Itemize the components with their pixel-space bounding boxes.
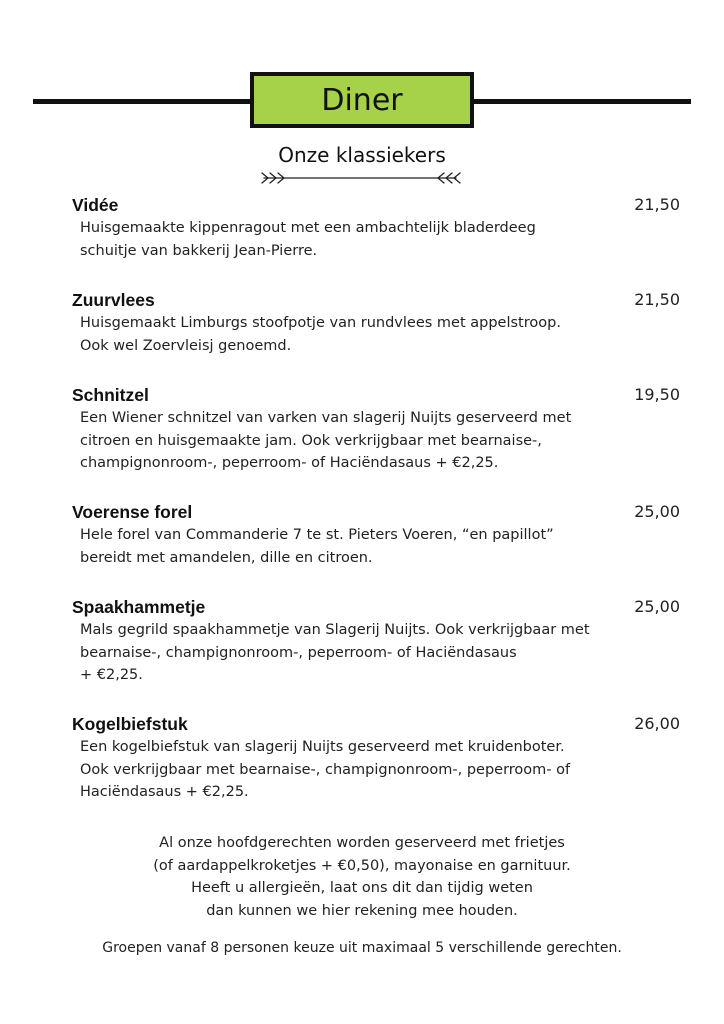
dish-price: 21,50 [634, 290, 680, 309]
dish-name: Voerense forel [72, 502, 193, 522]
dish-description: Een Wiener schnitzel van varken van slagerij Nuijts geserveerd met citroen en huisgemaakte jam. Ook verkrijgbaar met bearnaise-, champignonroom-, peperroom- of Haciëndasaus + €2,25. [80, 410, 572, 471]
menu-item [72, 597, 684, 687]
page-title: Diner [250, 72, 474, 128]
title-rule-left [33, 99, 250, 104]
dish-price: 25,00 [634, 597, 680, 616]
dish-name: Schnitzel [72, 385, 149, 405]
dish-price: 21,50 [634, 195, 680, 214]
dish-name: Spaakhammetje [72, 597, 206, 617]
dish-name: Vidée [72, 195, 119, 215]
menu-item [72, 195, 684, 262]
dish-price: 19,50 [634, 385, 680, 404]
dish-description: Een kogelbiefstuk van slagerij Nuijts geserveerd met kruidenboter. Ook verkrijgbaar met bearnaise-, champignonroom-, peperroom- of Haciëndasaus + €2,25. [80, 739, 571, 800]
section-subtitle: Onze klassiekers [278, 143, 446, 167]
dish-description: Hele forel van Commanderie 7 te st. Pieters Voeren, “en papillot” bereidt met amandelen, dille en citroen. [80, 527, 554, 566]
dish-description: Huisgemaakte kippenragout met een ambachtelijk bladerdeeg schuitje van bakkerij Jean-Pierre. [80, 220, 536, 259]
menu-item [72, 290, 684, 357]
dish-name: Zuurvlees [72, 290, 155, 310]
menu-item [72, 385, 684, 475]
title-rule-right [474, 99, 691, 104]
dish-price: 25,00 [634, 502, 680, 521]
arrow-divider-icon [260, 169, 462, 187]
menu-item [72, 502, 684, 569]
dish-name: Kogelbiefstuk [72, 714, 188, 734]
dish-description: Mals gegrild spaakhammetje van Slagerij Nuijts. Ook verkrijgbaar met bearnaise-, champignonroom-, peperroom- of Haciëndasaus + €2,25. [80, 622, 590, 683]
dish-description: Huisgemaakt Limburgs stoofpotje van rundvlees met appelstroop. Ook wel Zoervleisj genoemd. [80, 315, 561, 354]
serving-note: Al onze hoofdgerechten worden geserveerd met frietjes (of aardappelkroketjes + €0,50), mayonaise en garnituur. Heeft u allergieën, laat ons dit dan tijdig weten dan kunnen we hier rekening mee houden. [153, 835, 571, 919]
menu-item [72, 714, 684, 804]
dish-price: 26,00 [634, 714, 680, 733]
group-note: Groepen vanaf 8 personen keuze uit maximaal 5 verschillende gerechten. [102, 940, 622, 956]
